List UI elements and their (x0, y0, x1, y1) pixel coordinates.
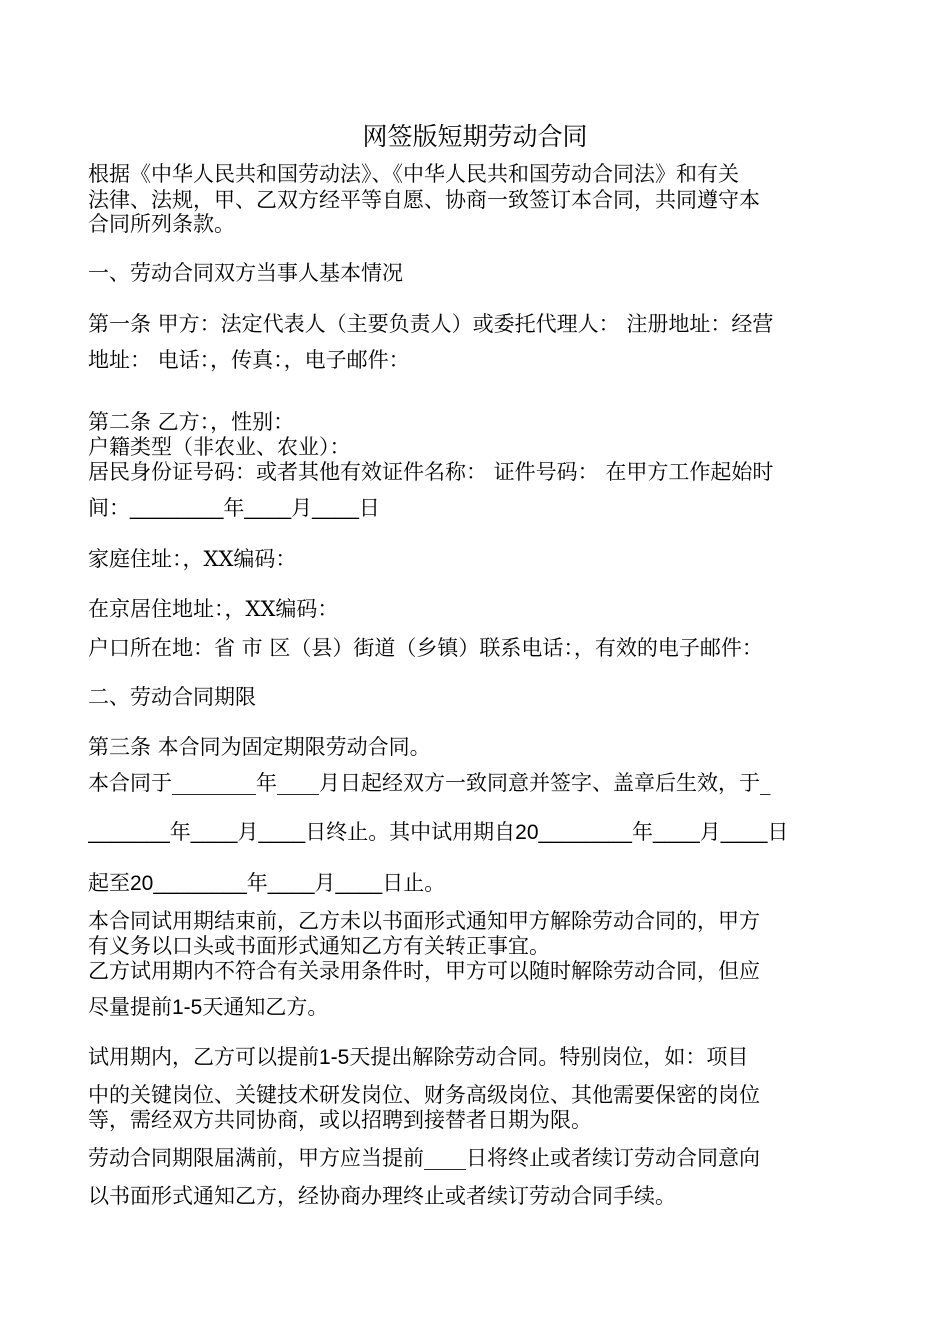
text-line: 劳动合同期限届满前，甲方应当提前____日将终止或者续订劳动合同意向 (88, 1146, 760, 1170)
text-line: 户籍类型（非农业、农业）： (88, 435, 351, 459)
text-line: 家庭住址：，XX编码： (88, 547, 297, 571)
text-line: 以书面形式通知乙方，经协商办理终止或者续订劳动合同手续。 (88, 1184, 676, 1208)
text-line: 中的关键岗位、关键技术研发岗位、财务高级岗位、其他需要保密的岗位 (88, 1083, 760, 1107)
text-line: 间：________年____月____日 (88, 497, 380, 520)
document-title: 网签版短期劳动合同 (362, 122, 588, 151)
text-line: 第三条 本合同为固定期限劳动合同。 (88, 735, 431, 759)
text-line: 起至20________年____月____日止。 (88, 872, 446, 895)
text-line: 等，需经双方共同协商，或以招聘到接替者日期为限。 (88, 1108, 592, 1132)
text-line: 试用期内，乙方可以提前1-5天提出解除劳动合同。特别岗位，如：项目 (88, 1046, 749, 1069)
text-line: 居民身份证号码：或者其他有效证件名称： 证件号码： 在甲方工作起始时 (88, 460, 774, 484)
text-line: 第二条 乙方：，性别： (88, 410, 295, 434)
text-line: 在京居住地址：，XX编码： (88, 597, 339, 621)
section-heading: 一、劳动合同双方当事人基本情况 (88, 261, 403, 285)
text-line: 本合同于________年____月日起经双方一致同意并签字、盖章后生效，于_ (88, 771, 771, 795)
text-line: 本合同试用期结束前，乙方未以书面形式通知甲方解除劳动合同的，甲方 (88, 909, 760, 933)
text-line: 尽量提前1-5天通知乙方。 (88, 996, 329, 1019)
text-line: 合同所列条款。 (88, 212, 235, 236)
text-line: 户口所在地：省 市 区（县）街道（乡镇）联系电话：，有效的电子邮件： (88, 636, 763, 660)
section-heading: 二、劳动合同期限 (88, 685, 256, 709)
text-line: 乙方试用期内不符合有关录用条件时，甲方可以随时解除劳动合同，但应 (88, 959, 760, 983)
text-line: 法律、法规，甲、乙双方经平等自愿、协商一致签订本合同，共同遵守本 (88, 188, 760, 212)
text-line: 地址： 电话：，传真：，电子邮件： (88, 348, 410, 372)
text-line: _______年____月____日终止。其中试用期自20________年____月____日 (88, 821, 789, 844)
text-line: 有义务以口头或书面形式通知乙方有关转正事宜。 (88, 934, 550, 958)
text-line: 根据《中华人民共和国劳动法》、《中华人民共和国劳动合同法》和有关 (88, 162, 739, 186)
text-line: 第一条 甲方：法定代表人（主要负责人）或委托代理人： 注册地址：经营 (88, 312, 774, 336)
